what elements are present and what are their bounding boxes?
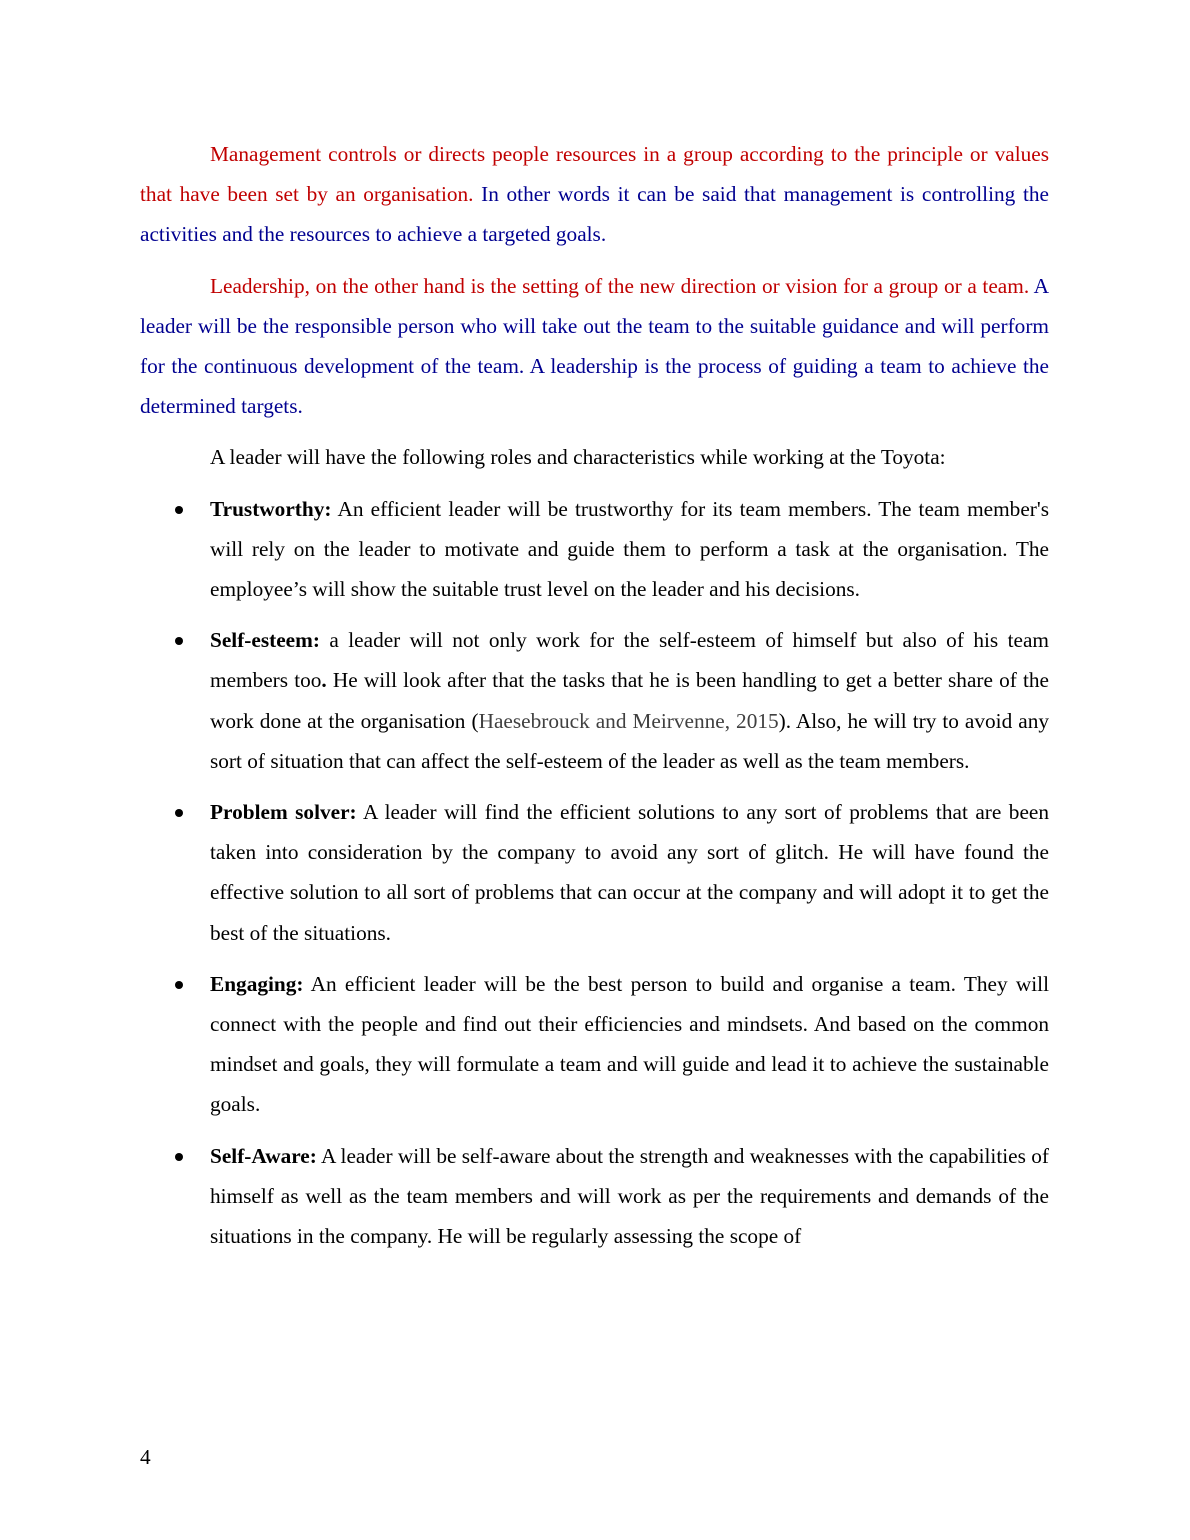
page-number: 4 (140, 1445, 151, 1469)
list-item-term: Self-esteem: (210, 628, 320, 653)
list-item-term: Self-Aware: (210, 1143, 317, 1168)
characteristics-list (140, 489, 1049, 1257)
bullet-icon (175, 981, 183, 989)
list-item-engaging (140, 964, 1049, 1125)
list-item-text: An efficient leader will be trustworthy for its team members. The team member's will rely on the leader to motivate and guide them to perform a task at the organisation. The employee’s will show the suitable trust level on the leader and his decisions. (210, 496, 1049, 602)
list-item-text: An efficient leader will be the best person to build and organise a team. They will connect with the people and find out their efficiencies and mindsets. And based on the common mindset and goals, they will formulate a team and will guide and lead it to achieve the sustainable goals. (210, 971, 1049, 1117)
list-item-text: He will look after that the tasks that he is been handling to get a better share of the work done at the organisation ( (210, 668, 1049, 733)
citation-reference: Haesebrouck and Meirvenne, 2015 (478, 708, 779, 733)
management-definition-text: Management controls or directs people resources in a group according to the principle or values that have been set by an organisation. (140, 142, 1049, 207)
list-item-self-esteem (140, 620, 1049, 781)
bullet-icon (175, 506, 183, 514)
list-item-term: Engaging: (210, 971, 304, 996)
bullet-icon (175, 809, 183, 817)
leadership-definition-text: Leadership, on the other hand is the setting of the new direction or vision for a group or a team. (210, 273, 1034, 298)
bullet-icon (175, 1153, 183, 1161)
list-item-term: Problem solver: (210, 800, 357, 825)
list-item-trustworthy (140, 489, 1049, 610)
list-item-problem-solver (140, 792, 1049, 953)
paragraph-management (140, 134, 1049, 255)
list-item-text: ). Also, he will try to avoid any sort of situation that can affect the self-esteem of the leader as well as the team members. (210, 708, 1049, 773)
management-summary-text: In other words it can be said that management is controlling the activities and the resources to achieve a targeted goals. (140, 182, 1049, 247)
list-item-period: . (321, 668, 327, 693)
paragraph-leadership (140, 266, 1049, 427)
bullet-icon (175, 637, 183, 645)
list-item-term: Trustworthy: (210, 496, 332, 521)
roles-intro-text: A leader will have the following roles and characteristics while working at the Toyota: (210, 445, 946, 470)
list-item-text: A leader will find the efficient solutions to any sort of problems that are been taken into consideration by the company to avoid any sort of glitch. He will have found the effective solution to all sort of problems that can occur at the company and will adopt it to get the best of the situations. (210, 800, 1049, 945)
list-item-self-aware (140, 1136, 1049, 1257)
leadership-summary-text: A leader will be the responsible person who will take out the team to the suitable guidance and will perform for the continuous development of the team. A leadership is the process of guiding a team to achieve the determined targets. (140, 273, 1049, 419)
list-item-text: a leader will not only work for the self-esteem of himself but also of his team members too (210, 628, 1049, 693)
paragraph-roles-intro (140, 437, 1049, 477)
list-item-text: A leader will be self-aware about the strength and weaknesses with the capabilities of himself as well as the team members and will work as per the requirements and demands of the situations in the company. He will be regularly assessing the scope of (210, 1143, 1049, 1249)
document-body (140, 134, 1049, 1267)
